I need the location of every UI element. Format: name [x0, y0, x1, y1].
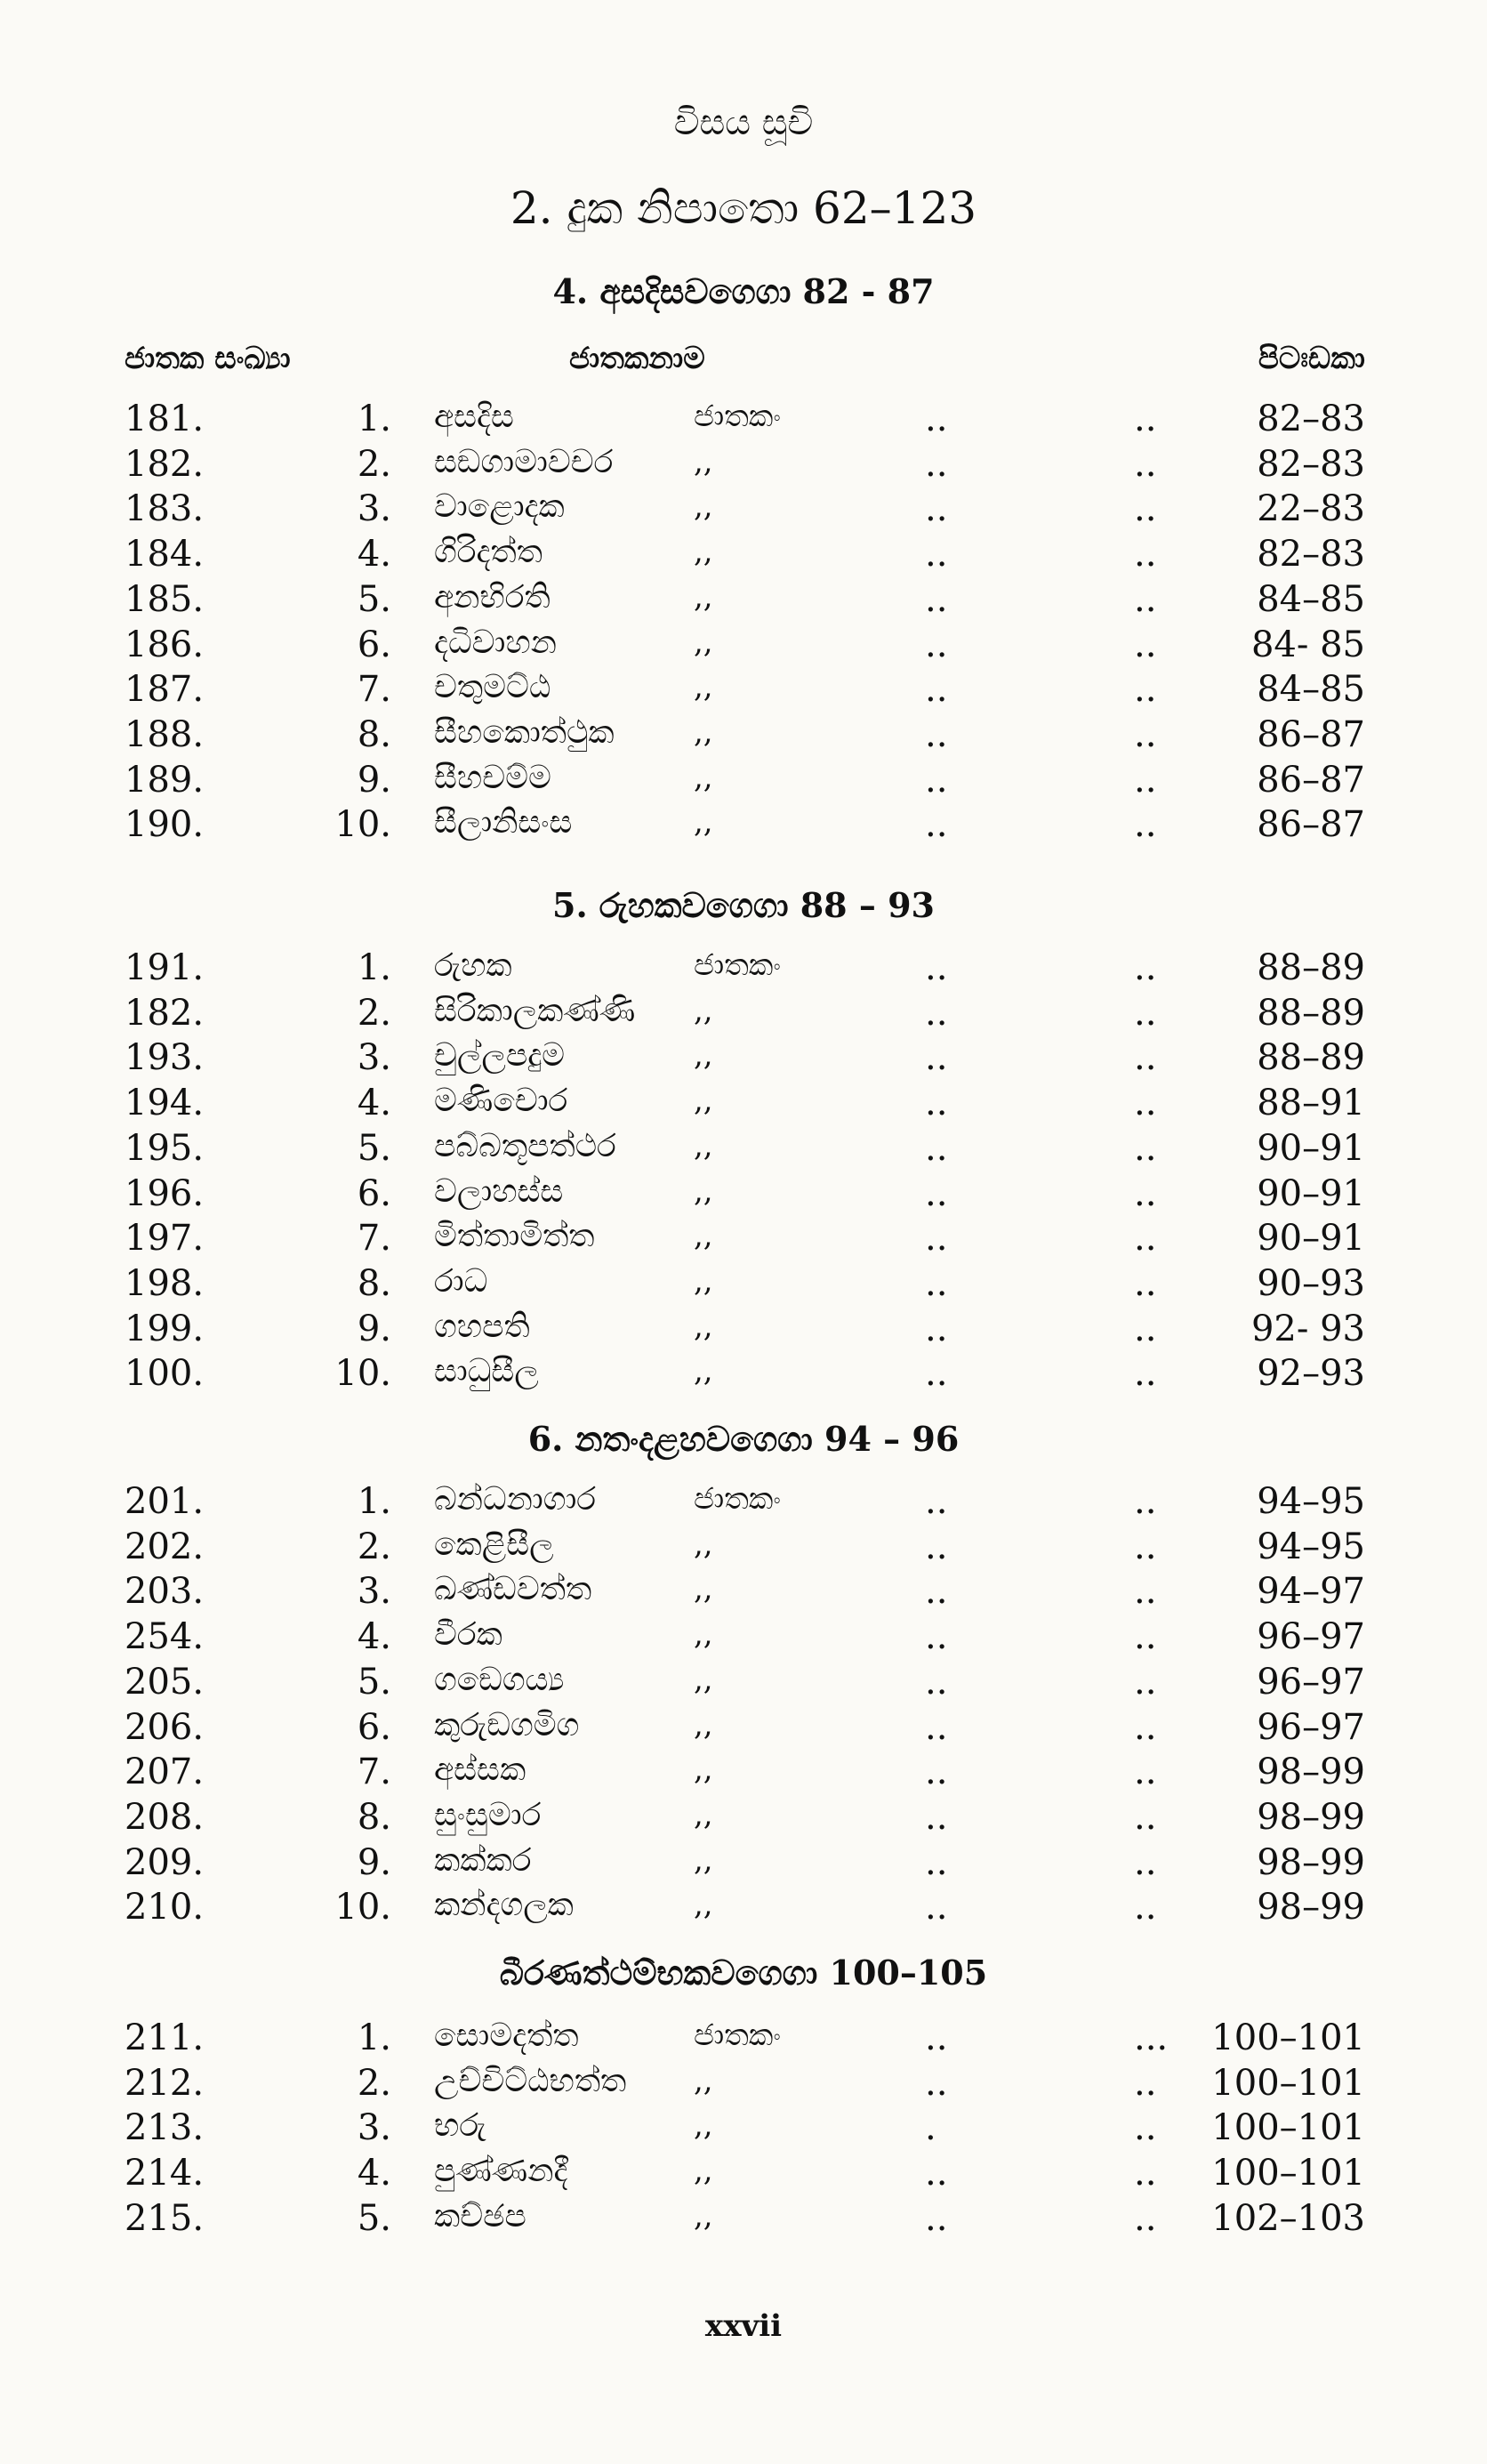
cell-jat: ,, [694, 1841, 713, 1878]
cell-num: 202. [125, 1526, 205, 1567]
cell-pg: 100–101 [1211, 2107, 1365, 2149]
cell-num: 207. [125, 1751, 205, 1793]
cell-jat: ,, [694, 578, 713, 615]
cell-num: 186. [125, 624, 205, 665]
cell-num: 210. [125, 1887, 205, 1929]
cell-num: 182. [125, 443, 205, 485]
cell-pg: 82–83 [1257, 399, 1365, 439]
table-row [0, 760, 1487, 804]
table-row [0, 1797, 1487, 1841]
table-row [0, 534, 1487, 578]
table-row [0, 1083, 1487, 1127]
cell-pg: 90–91 [1257, 1127, 1365, 1169]
cell-d2: ... [1134, 2017, 1169, 2058]
cell-pg: 88–89 [1257, 1037, 1365, 1079]
cell-d1: .. [925, 1841, 948, 1883]
cell-pg: 92–93 [1257, 1353, 1365, 1395]
table-row [0, 2198, 1487, 2243]
cell-d1: .. [925, 992, 948, 1034]
cell-pg: 82–83 [1257, 443, 1365, 485]
cell-num: 191. [125, 947, 205, 988]
cell-d1: .. [925, 759, 948, 801]
cell-jat: ,, [694, 2062, 713, 2098]
table-row [0, 1526, 1487, 1571]
cell-num: 199. [125, 1308, 205, 1349]
cell-jat: ,, [694, 1172, 713, 1209]
cell-jat: ,, [694, 443, 713, 479]
cell-idx: 10. [334, 1887, 391, 1929]
col-number-header: ජාතක සංඛ්‍යා [125, 341, 291, 376]
cell-jat: ,, [694, 1571, 713, 1607]
cell-jat: ,, [694, 1706, 713, 1743]
cell-idx: 7. [357, 1751, 391, 1793]
cell-pg: 96–97 [1257, 1661, 1365, 1703]
cell-d1: .. [925, 1083, 948, 1124]
cell-d2: .. [1134, 624, 1157, 665]
cell-jat: ජාතකං [694, 947, 782, 983]
table-row [0, 993, 1487, 1037]
cell-d2: .. [1134, 1218, 1157, 1260]
cell-idx: 3. [357, 2107, 391, 2149]
cell-d1: . [925, 2107, 936, 2149]
cell-jat: ,, [694, 1616, 713, 1653]
cell-name: අසදිස [434, 399, 514, 435]
col-pages-header: පිටඃඩකා [1258, 341, 1365, 376]
cell-idx: 8. [357, 1262, 391, 1304]
cell-d2: .. [1134, 669, 1157, 711]
table-row [0, 488, 1487, 533]
cell-num: 185. [125, 578, 205, 620]
cell-idx: 8. [357, 1796, 391, 1838]
section-title: බීරණත්ථම්භකවගෙගා 100–105 [499, 1953, 988, 1993]
cell-idx: 5. [357, 2197, 391, 2239]
cell-name: වාළොදක [434, 488, 565, 526]
cell-d1: .. [925, 713, 948, 755]
page-number: xxvii [704, 2308, 783, 2344]
cell-d2: .. [1134, 534, 1157, 576]
cell-num: 188. [125, 713, 205, 755]
cell-name: අස්සක [434, 1751, 526, 1789]
cell-idx: 9. [357, 759, 391, 801]
cell-d2: .. [1134, 1616, 1157, 1658]
cell-d1: .. [925, 2017, 948, 2058]
cell-d2: .. [1134, 443, 1157, 485]
cell-idx: 3. [357, 1571, 391, 1613]
cell-jat: ,, [694, 2153, 713, 2189]
cell-num: 203. [125, 1571, 205, 1613]
cell-num: 190. [125, 804, 205, 846]
cell-name: ඛණ්ඩවත්ත [434, 1571, 592, 1608]
cell-name: මණිචොර [434, 1083, 568, 1120]
cell-d2: .. [1134, 1796, 1157, 1838]
cell-d1: .. [925, 443, 948, 485]
cell-pg: 22–83 [1257, 488, 1365, 530]
cell-name: චුල්ලපදුම [434, 1037, 566, 1075]
cell-d1: .. [925, 1353, 948, 1395]
cell-num: 211. [125, 2017, 205, 2058]
cell-d1: .. [925, 399, 948, 439]
cell-d2: .. [1134, 713, 1157, 755]
cell-jat: ,, [694, 2107, 713, 2144]
cell-pg: 86–87 [1257, 713, 1365, 755]
chapter-title: 2. දුක නිපාතො 62–123 [510, 182, 977, 234]
table-row [0, 1481, 1487, 1526]
cell-jat: ,, [694, 624, 713, 660]
cell-num: 254. [125, 1616, 205, 1658]
cell-num: 198. [125, 1262, 205, 1304]
cell-idx: 8. [357, 713, 391, 755]
cell-num: 197. [125, 1218, 205, 1260]
cell-num: 214. [125, 2153, 205, 2194]
cell-d1: .. [925, 1571, 948, 1613]
table-row [0, 1616, 1487, 1661]
cell-d1: .. [925, 2153, 948, 2194]
table-row [0, 624, 1487, 669]
cell-num: 201. [125, 1481, 205, 1522]
cell-idx: 9. [357, 1841, 391, 1883]
cell-jat: ,, [694, 759, 713, 795]
cell-d1: .. [925, 488, 948, 530]
cell-name: කන්දගලක [434, 1887, 574, 1924]
table-row [0, 1662, 1487, 1706]
cell-jat: ,, [694, 1127, 713, 1164]
cell-jat: ,, [694, 1751, 713, 1788]
cell-name: අනභිරති [434, 578, 551, 616]
cell-pg: 84- 85 [1250, 624, 1365, 665]
cell-jat: ,, [694, 804, 713, 841]
cell-pg: 98–99 [1257, 1796, 1365, 1838]
cell-d2: .. [1134, 1887, 1157, 1929]
cell-d1: .. [925, 1262, 948, 1304]
cell-jat: ,, [694, 1308, 713, 1344]
cell-pg: 100–101 [1211, 2017, 1365, 2058]
table-row [0, 669, 1487, 713]
table-row [0, 804, 1487, 849]
cell-d2: .. [1134, 2153, 1157, 2194]
cell-d1: .. [925, 578, 948, 620]
cell-idx: 2. [357, 992, 391, 1034]
cell-idx: 10. [334, 1353, 391, 1395]
table-row [0, 1571, 1487, 1615]
cell-num: 193. [125, 1037, 205, 1079]
cell-d2: .. [1134, 947, 1157, 988]
cell-jat: ,, [694, 1083, 713, 1119]
cell-name: සොමදත්ත [434, 2017, 579, 2054]
cell-pg: 94–95 [1257, 1481, 1365, 1522]
cell-d1: .. [925, 2197, 948, 2239]
table-row [0, 1353, 1487, 1397]
cell-pg: 94–95 [1257, 1526, 1365, 1567]
cell-name: සිරිකාලකණ්ණි [434, 992, 636, 1029]
cell-d2: .. [1134, 488, 1157, 530]
cell-d1: .. [925, 624, 948, 665]
cell-jat: ,, [694, 2197, 713, 2234]
column-headers [0, 341, 1487, 385]
cell-idx: 7. [357, 1218, 391, 1260]
cell-idx: 1. [357, 399, 391, 439]
cell-d2: .. [1134, 2062, 1157, 2104]
cell-num: 208. [125, 1796, 205, 1838]
cell-d1: .. [925, 1172, 948, 1214]
cell-name: සීහකොත්ථුක [434, 713, 615, 751]
cell-idx: 2. [357, 443, 391, 485]
cell-num: 212. [125, 2062, 205, 2104]
cell-jat: ,, [694, 488, 713, 525]
cell-jat: ,, [694, 992, 713, 1028]
table-row [0, 1842, 1487, 1887]
cell-name: වීරක [434, 1616, 502, 1654]
table-row [0, 399, 1487, 443]
cell-d2: .. [1134, 759, 1157, 801]
cell-jat: ,, [694, 1661, 713, 1697]
cell-d1: .. [925, 804, 948, 846]
table-row [0, 1128, 1487, 1172]
cell-num: 182. [125, 992, 205, 1034]
cell-name: කච්ඡප [434, 2197, 526, 2235]
cell-pg: 96–97 [1257, 1616, 1365, 1658]
cell-name: ගිරිදත්ත [434, 534, 543, 571]
cell-idx: 2. [357, 1526, 391, 1567]
cell-d2: .. [1134, 2107, 1157, 2149]
cell-idx: 4. [357, 534, 391, 576]
cell-num: 196. [125, 1172, 205, 1214]
cell-d1: .. [925, 1887, 948, 1929]
cell-num: 183. [125, 488, 205, 530]
cell-idx: 6. [357, 1706, 391, 1748]
cell-pg: 88–91 [1257, 1083, 1365, 1124]
cell-d1: .. [925, 534, 948, 576]
cell-idx: 5. [357, 578, 391, 620]
cell-d1: .. [925, 1127, 948, 1169]
table-row [0, 579, 1487, 624]
cell-d2: .. [1134, 1353, 1157, 1395]
cell-name: ගඞෙගය්‍ය [434, 1661, 565, 1698]
cell-jat: ,, [694, 669, 713, 705]
col-name-header: ජාතකනාම [569, 341, 705, 376]
cell-idx: 3. [357, 1037, 391, 1079]
cell-pg: 100–101 [1211, 2153, 1365, 2194]
cell-d2: .. [1134, 1751, 1157, 1793]
cell-idx: 4. [357, 1616, 391, 1658]
cell-jat: ,, [694, 534, 713, 570]
table-row [0, 1173, 1487, 1218]
cell-pg: 88–89 [1257, 992, 1365, 1034]
cell-idx: 6. [357, 1172, 391, 1214]
table-row [0, 1218, 1487, 1262]
cell-num: 215. [125, 2197, 205, 2239]
cell-d1: .. [925, 1481, 948, 1522]
cell-pg: 84–85 [1257, 578, 1365, 620]
cell-pg: 84–85 [1257, 669, 1365, 711]
table-row [0, 714, 1487, 759]
cell-d2: .. [1134, 1037, 1157, 1079]
cell-d2: .. [1134, 1308, 1157, 1349]
cell-name: කුරුඞගමිග [434, 1706, 580, 1743]
cell-d2: .. [1134, 1083, 1157, 1124]
cell-idx: 10. [334, 804, 391, 846]
cell-name: රුහක [434, 947, 512, 984]
cell-name: දධිවාහන [434, 624, 557, 661]
table-row [0, 1887, 1487, 1931]
cell-idx: 1. [357, 1481, 391, 1522]
cell-jat: ,, [694, 1353, 713, 1389]
cell-d2: .. [1134, 578, 1157, 620]
cell-num: 213. [125, 2107, 205, 2149]
cell-d1: .. [925, 1751, 948, 1793]
table-row [0, 1308, 1487, 1353]
cell-d1: .. [925, 2062, 948, 2104]
cell-jat: ,, [694, 1218, 713, 1254]
cell-name: සීහචම්ම [434, 759, 551, 796]
cell-name: චතුමට්ඨ [434, 669, 551, 706]
cell-d1: .. [925, 1616, 948, 1658]
cell-num: 181. [125, 399, 205, 439]
cell-d1: .. [925, 1218, 948, 1260]
cell-num: 205. [125, 1661, 205, 1703]
cell-pg: 102–103 [1211, 2197, 1365, 2239]
cell-d2: .. [1134, 992, 1157, 1034]
cell-name: සුංසුමාර [434, 1796, 542, 1833]
cell-jat: ජාතකං [694, 399, 782, 434]
table-row [0, 2107, 1487, 2152]
cell-pg: 86–87 [1257, 804, 1365, 846]
table-row [0, 1263, 1487, 1308]
cell-name: වලාහස්ස [434, 1172, 564, 1210]
cell-num: 184. [125, 534, 205, 576]
cell-d2: .. [1134, 804, 1157, 846]
cell-d2: .. [1134, 1661, 1157, 1703]
cell-idx: 2. [357, 2062, 391, 2104]
cell-idx: 9. [357, 1308, 391, 1349]
cell-pg: 98–99 [1257, 1751, 1365, 1793]
cell-num: 209. [125, 1841, 205, 1883]
cell-name: උච්චිට්ඨභත්ත [434, 2062, 627, 2099]
cell-d2: .. [1134, 399, 1157, 439]
cell-idx: 6. [357, 624, 391, 665]
cell-pg: 88–89 [1257, 947, 1365, 988]
cell-name: සාධුසීල [434, 1353, 539, 1390]
cell-d2: .. [1134, 1127, 1157, 1169]
cell-idx: 5. [357, 1127, 391, 1169]
cell-jat: ජාතකං [694, 2017, 782, 2053]
cell-d1: .. [925, 1037, 948, 1079]
cell-jat: ,, [694, 1037, 713, 1074]
cell-pg: 96–97 [1257, 1706, 1365, 1748]
section-title: 6. නතංදළහවගෙගා 94 – 96 [527, 1419, 960, 1459]
cell-name: සඞගාමාවචර [434, 443, 614, 480]
cell-idx: 7. [357, 669, 391, 711]
cell-pg: 90–91 [1257, 1172, 1365, 1214]
cell-idx: 4. [357, 2153, 391, 2194]
cell-pg: 98–99 [1257, 1841, 1365, 1883]
cell-jat: ,, [694, 713, 713, 750]
cell-d1: .. [925, 1796, 948, 1838]
table-row [0, 947, 1487, 992]
table-row [0, 1751, 1487, 1796]
cell-idx: 4. [357, 1083, 391, 1124]
table-row [0, 444, 1487, 488]
cell-num: 189. [125, 759, 205, 801]
cell-name: සීලානිසංස [434, 804, 573, 841]
cell-name: මිත්තාමිත්ත [434, 1218, 595, 1255]
cell-name: කෙළිසීල [434, 1526, 554, 1563]
cell-d1: .. [925, 1706, 948, 1748]
table-row [0, 1037, 1487, 1082]
cell-idx: 1. [357, 2017, 391, 2058]
cell-name: පබ්බතූපත්ථර [434, 1127, 616, 1164]
cell-d2: .. [1134, 1172, 1157, 1214]
cell-d2: .. [1134, 1706, 1157, 1748]
cell-name: භරු [434, 2107, 486, 2145]
table-row [0, 2017, 1487, 2062]
cell-num: 194. [125, 1083, 205, 1124]
cell-pg: 90–91 [1257, 1218, 1365, 1260]
cell-jat: ජාතකං [694, 1481, 782, 1517]
cell-name: බන්ධනාගාර [434, 1481, 597, 1518]
cell-d2: .. [1134, 1262, 1157, 1304]
cell-num: 206. [125, 1706, 205, 1748]
cell-idx: 5. [357, 1661, 391, 1703]
cell-num: 187. [125, 669, 205, 711]
cell-d2: .. [1134, 1526, 1157, 1567]
table-row [0, 1707, 1487, 1751]
cell-pg: 94–97 [1257, 1571, 1365, 1613]
cell-jat: ,, [694, 1887, 713, 1923]
cell-d1: .. [925, 947, 948, 988]
cell-d2: .. [1134, 1571, 1157, 1613]
cell-d2: .. [1134, 1481, 1157, 1522]
cell-pg: 98–99 [1257, 1887, 1365, 1929]
cell-pg: 90–93 [1257, 1262, 1365, 1304]
cell-pg: 92- 93 [1250, 1308, 1365, 1349]
cell-name: රාධ [434, 1262, 488, 1300]
cell-num: 100. [125, 1353, 205, 1395]
cell-d1: .. [925, 1526, 948, 1567]
cell-d1: .. [925, 669, 948, 711]
table-row [0, 2153, 1487, 2197]
table-row [0, 2063, 1487, 2107]
cell-name: පුණ්ණනදී [434, 2153, 568, 2190]
cell-num: 195. [125, 1127, 205, 1169]
cell-jat: ,, [694, 1526, 713, 1562]
cell-jat: ,, [694, 1796, 713, 1832]
cell-jat: ,, [694, 1262, 713, 1299]
cell-d2: .. [1134, 2197, 1157, 2239]
cell-idx: 3. [357, 488, 391, 530]
cell-pg: 100–101 [1211, 2062, 1365, 2104]
cell-name: ගහපති [434, 1308, 530, 1345]
cell-d2: .. [1134, 1841, 1157, 1883]
cell-name: කක්කර [434, 1841, 532, 1879]
cell-d1: .. [925, 1661, 948, 1703]
cell-idx: 1. [357, 947, 391, 988]
page-header: විසය සූචි [673, 102, 814, 143]
section-title: 4. අසදිසවගෙගා 82 - 87 [552, 271, 935, 311]
cell-pg: 82–83 [1257, 534, 1365, 576]
cell-pg: 86–87 [1257, 759, 1365, 801]
cell-d1: .. [925, 1308, 948, 1349]
section-title: 5. රුහකවගෙගා 88 – 93 [552, 885, 935, 925]
